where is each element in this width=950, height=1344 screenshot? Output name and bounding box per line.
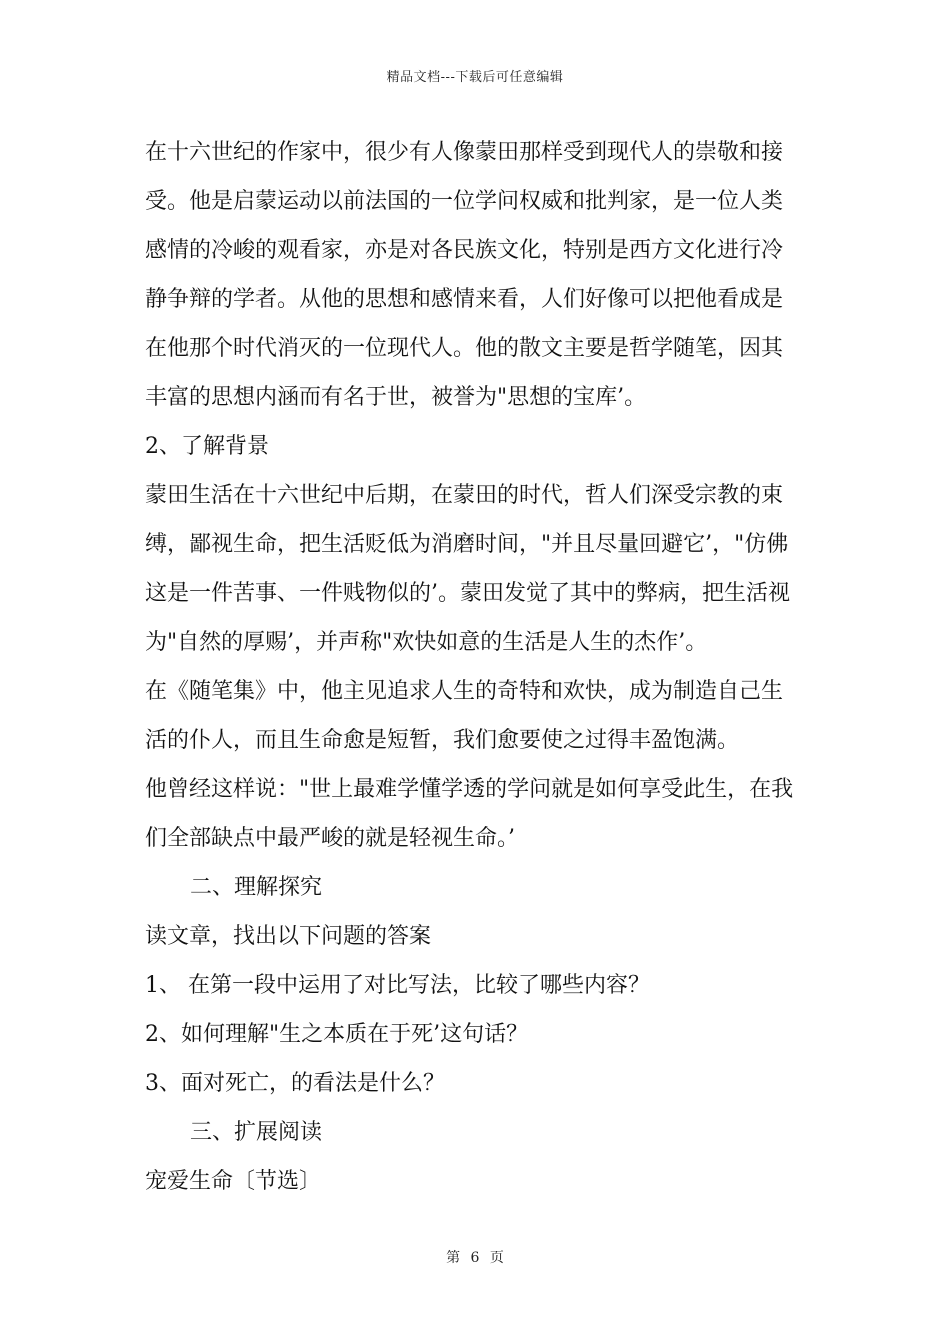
question-item: 3、面对死亡，的看法是什么？ <box>145 1071 445 1096</box>
paragraph-line: 受。他是启蒙运动以前法国的一位学问权威和批判家，是一位人类 <box>145 189 784 214</box>
paragraph-line: 丰富的思想内涵而有名于世，被誉为"思想的宝库’。 <box>145 385 647 410</box>
paragraph-line: 在十六世纪的作家中，很少有人像蒙田那样受到现代人的崇敬和接 <box>145 140 784 165</box>
paragraph-line: 他曾经这样说："世上最难学懂学透的学问就是如何享受此生，在我 <box>145 777 794 802</box>
paragraph-line: 在他那个时代消灭的一位现代人。他的散文主要是哲学随笔，因其 <box>145 336 784 361</box>
paragraph-line: 这是一件苦事、一件贱物似的’。蒙田发觉了其中的弊病，把生活视 <box>145 581 790 606</box>
paragraph-line: 为"自然的厚赐’，并声称"欢快如意的生活是人生的杰作’。 <box>145 630 708 655</box>
section-heading: 三、扩展阅读 <box>190 1120 323 1145</box>
page-header: 精品文档---下载后可任意编辑 <box>386 70 564 85</box>
page-number-prefix: 第 <box>446 1250 461 1266</box>
paragraph-line: 缚，鄙视生命，把生活贬低为消磨时间，"并且尽量回避它’，"仿佛 <box>145 532 789 557</box>
paragraph-line: 们全部缺点中最严峻的就是轻视生命。’ <box>145 826 515 851</box>
section-heading: 二、理解探究 <box>190 875 323 900</box>
document-body <box>145 128 820 1206</box>
article-title: 宠爱生命〔节选〕 <box>145 1169 322 1194</box>
page-number: 6 <box>470 1250 480 1266</box>
paragraph-line: 蒙田生活在十六世纪中后期，在蒙田的时代，哲人们深受宗教的束 <box>145 483 784 508</box>
page-number-suffix: 页 <box>489 1250 504 1266</box>
paragraph-line: 活的仆人，而且生命愈是短暂，我们愈要使之过得丰盈饱满。 <box>145 728 740 753</box>
paragraph-line: 静争辩的学者。从他的思想和感情来看，人们好像可以把他看成是 <box>145 287 784 312</box>
page-footer <box>0 1247 950 1267</box>
section-heading: 2、了解背景 <box>145 434 269 459</box>
paragraph-line: 在《随笔集》中，他主见追求人生的奇特和欢快，成为制造自己生 <box>145 679 784 704</box>
question-item: 1、 在第一段中运用了对比写法，比较了哪些内容？ <box>145 973 650 998</box>
question-item: 2、如何理解"生之本质在于死’这句话？ <box>145 1022 529 1047</box>
paragraph-line: 读文章，找出以下问题的答案 <box>145 924 432 949</box>
paragraph-line: 感情的冷峻的观看家，亦是对各民族文化，特别是西方文化进行冷 <box>145 238 784 263</box>
